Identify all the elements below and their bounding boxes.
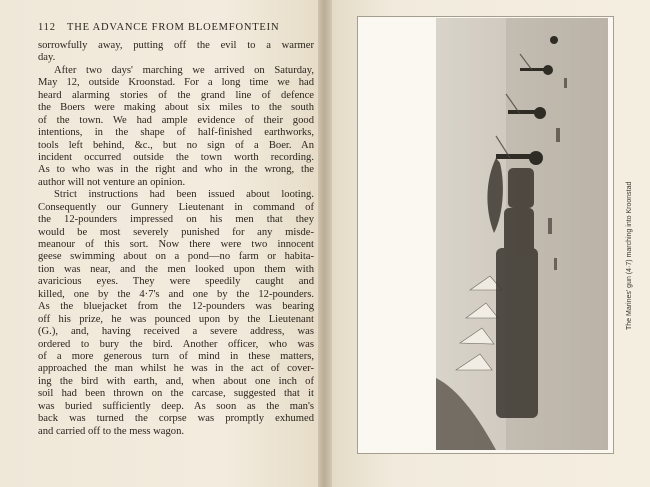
text-line: heard alarming stories of the grand line of defence	[38, 89, 314, 101]
text-line: tools left behind, &c., but no sign of a Boer. An	[38, 139, 314, 151]
text-line: sorrowfully away, putting off the evil to a warmer	[38, 40, 314, 51]
text-line: tion was near, and the men looked upon them with	[38, 263, 314, 275]
running-head	[38, 22, 308, 33]
text-line: killed, one by the 4·7's and one by the 12-pounders.	[38, 288, 314, 300]
text-line: of a more generous turn of mind in these matters,	[38, 350, 314, 362]
photograph-marines-gun	[436, 18, 608, 450]
text-line: As the bluejacket from the 12-pounders was bearing	[38, 301, 314, 313]
page-number: 112	[38, 22, 56, 33]
text-line: would be most severely punished for any misde-	[38, 226, 314, 238]
photo-caption: The Marines' gun (4·7) marching into Kroonstad	[626, 181, 633, 330]
text-line: day.	[38, 52, 56, 64]
text-line: (G.), and, having received a severe address, was	[38, 326, 314, 338]
text-line: off his prize, he was pounced upon by the Lieutenant	[38, 313, 314, 325]
text-line: As to who was in the right and who in the wrong, the	[38, 164, 314, 176]
text-line: of the town. We had ample evidence of their good	[38, 114, 314, 126]
photograph-image	[436, 18, 608, 450]
text-line: After two days' marching we arrived on Saturday,	[54, 64, 314, 76]
text-line: geese swimming about on a pond—no farm or habita-	[38, 251, 314, 263]
text-line: soil had been thrown on the carcase, suggested that it	[38, 388, 314, 400]
text-line: ing the bird with earth, and, when about one inch of	[38, 375, 314, 387]
text-line: meanour of this sort. Now there were two innocent	[38, 239, 314, 251]
running-head-title: THE ADVANCE FROM BLOEMFONTEIN	[67, 22, 280, 33]
text-line: author will not venture an opinion.	[38, 176, 186, 188]
text-line: was buried sufficiently deep. As soon as the man's	[38, 400, 314, 412]
text-line: back was turned the corpse was promptly exhumed	[38, 413, 314, 425]
text-line: approached the man whilst he was in the act of cover-	[38, 363, 314, 375]
text-line: Consequently our Gunnery Lieutenant in command of	[38, 201, 314, 213]
text-line: the Boers were making about six miles to the south	[38, 102, 314, 114]
text-line: May 12, outside Kroonstad. For a long time we had	[38, 77, 314, 89]
text-line: the 12-pounders impressed on his men that they	[38, 214, 314, 226]
body-text	[38, 40, 314, 438]
text-line: Strict instructions had been issued about looting.	[54, 189, 314, 201]
text-line: and carried off to the mess wagon.	[38, 425, 185, 437]
book-gutter	[318, 0, 332, 487]
text-line: incident occurred outside the town worth recording.	[38, 151, 314, 163]
text-line: intentions, in the shape of half-finished earthworks,	[38, 127, 314, 139]
text-line: ordered to bury the bird. Another officer, who was	[38, 338, 314, 350]
text-line: avaricious eyes. They were speedily caught and	[38, 276, 314, 288]
